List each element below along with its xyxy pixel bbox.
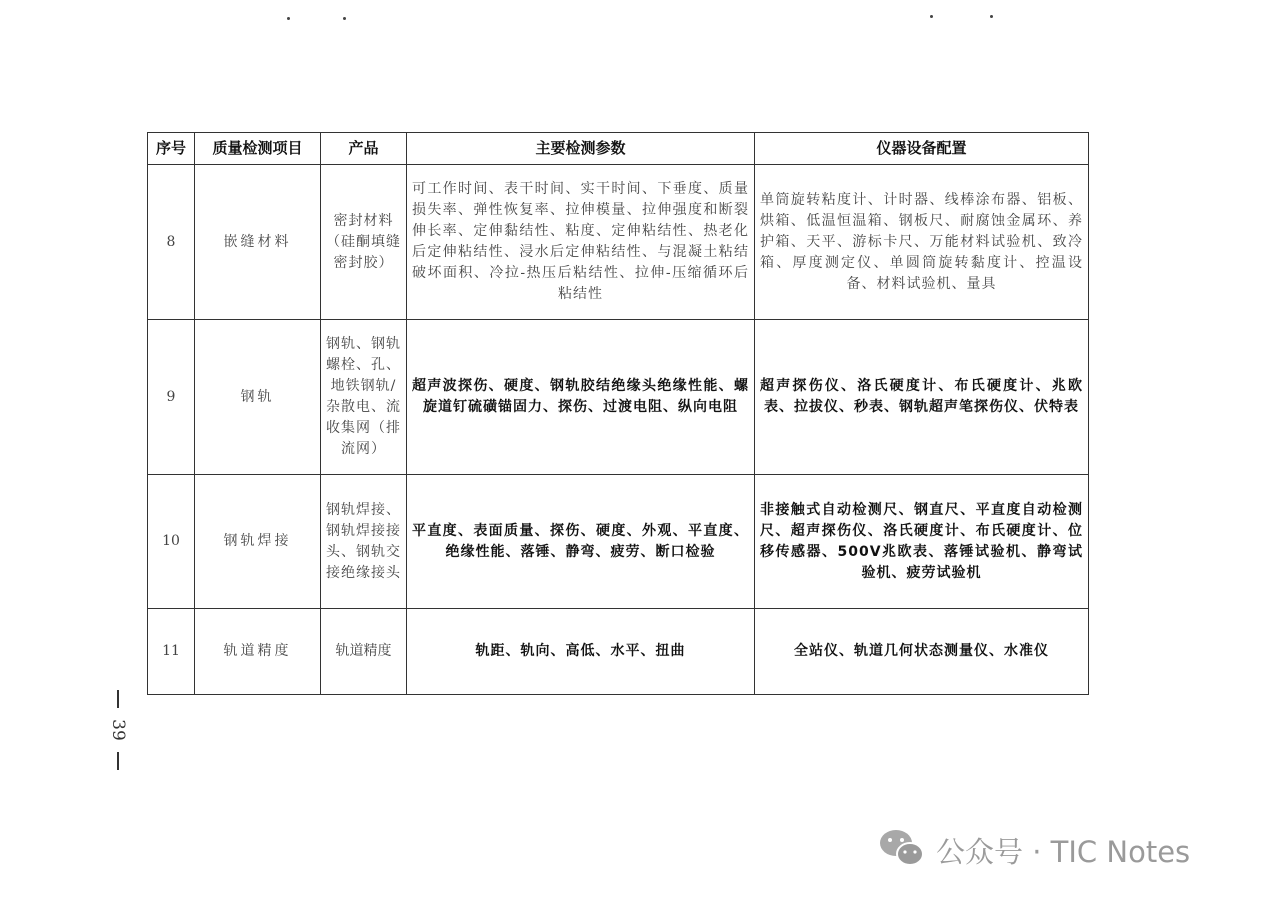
scan-speck: [287, 17, 290, 20]
row-product: 钢轨焊接、钢轨焊接接头、钢轨交接绝缘接头: [321, 475, 407, 609]
scan-speck: [990, 15, 993, 18]
header-serial-no: 序号: [148, 133, 195, 165]
row-serial-no: 10: [148, 475, 195, 609]
row-product: 密封材料（硅酮填缝密封胶）: [321, 165, 407, 320]
row-inspection-item: 钢轨: [195, 320, 321, 475]
row-equipment: 单筒旋转粘度计、计时器、线棒涂布器、铝板、烘箱、低温恒温箱、钢板尺、耐腐蚀金属环、养护箱、天平、游标卡尺、万能材料试验机、致冷箱、厚度测定仪、单圆筒旋转黏度计、控温设备、材料试验机、量具: [755, 165, 1089, 320]
header-product: 产品: [321, 133, 407, 165]
row-parameters: 平直度、表面质量、探伤、硬度、外观、平直度、绝缘性能、落锤、静弯、疲劳、断口检验: [407, 475, 755, 609]
row-parameters: 超声波探伤、硬度、钢轨胶结绝缘头绝缘性能、螺旋道钉硫磺锚固力、探伤、过渡电阻、纵向电阻: [407, 320, 755, 475]
row-serial-no: 9: [148, 320, 195, 475]
watermark: [878, 828, 1190, 872]
row-parameters: 轨距、轨向、高低、水平、扭曲: [407, 609, 755, 695]
row-equipment: 全站仪、轨道几何状态测量仪、水准仪: [755, 609, 1089, 695]
table-row: [148, 609, 1089, 695]
row-serial-no: 11: [148, 609, 195, 695]
wechat-icon: [878, 827, 926, 874]
table-row: [148, 320, 1089, 475]
page-number: [96, 690, 140, 770]
inspection-table: [147, 132, 1089, 695]
page-number-dash: [117, 690, 119, 708]
row-parameters: 可工作时间、表干时间、实干时间、下垂度、质量损失率、弹性恢复率、拉伸模量、拉伸强度和断裂伸长率、定伸黏结性、粘度、定伸粘结性、热老化后定伸粘结性、浸水后定伸粘结性、与混凝土粘结破坏面积、冷拉-热压后粘结性、拉伸-压缩循环后粘结性: [407, 165, 755, 320]
scan-speck: [930, 15, 933, 18]
row-equipment: 超声探伤仪、洛氏硬度计、布氏硬度计、兆欧表、拉拔仪、秒表、钢轨超声笔探伤仪、伏特表: [755, 320, 1089, 475]
scan-speck: [343, 17, 346, 20]
table-row: [148, 165, 1089, 320]
watermark-text: 公众号 · TIC Notes: [936, 834, 1191, 869]
page-number-value: 39: [107, 719, 128, 741]
row-inspection-item: 嵌缝材料: [195, 165, 321, 320]
row-inspection-item: 钢轨焊接: [195, 475, 321, 609]
page-number-dash: [117, 752, 119, 770]
header-equipment: 仪器设备配置: [755, 133, 1089, 165]
table-row: [148, 475, 1089, 609]
row-product: 轨道精度: [321, 609, 407, 695]
table-header-row: [148, 133, 1089, 165]
row-serial-no: 8: [148, 165, 195, 320]
row-product: 钢轨、钢轨螺栓、孔、地铁钢轨/杂散电、流收集网（排流网）: [321, 320, 407, 475]
header-main-parameters: 主要检测参数: [407, 133, 755, 165]
row-equipment: 非接触式自动检测尺、钢直尺、平直度自动检测尺、超声探伤仪、洛氏硬度计、布氏硬度计、位移传感器、500V兆欧表、落锤试验机、静弯试验机、疲劳试验机: [755, 475, 1089, 609]
header-inspection-item: 质量检测项目: [195, 133, 321, 165]
row-inspection-item: 轨道精度: [195, 609, 321, 695]
